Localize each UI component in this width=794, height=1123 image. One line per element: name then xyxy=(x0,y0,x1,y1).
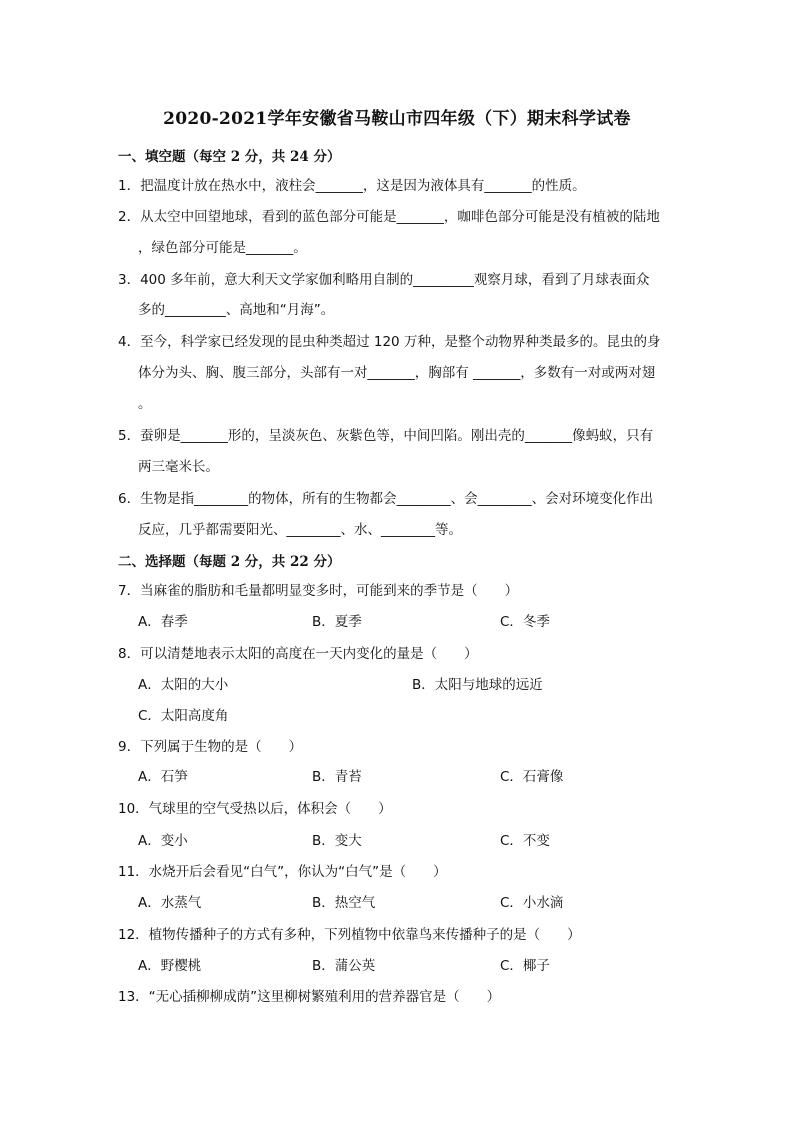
question-8-option-b[interactable]: B．太阳与地球的远近 xyxy=(412,677,543,693)
question-12-option-c[interactable]: C．椰子 xyxy=(500,958,550,974)
question-13: 13．“无心插柳柳成荫”这里柳树繁殖利用的营养器官是（ ） xyxy=(118,989,501,1005)
question-6-line-2: 反应，几乎都需要阳光、________、水、________等。 xyxy=(138,522,462,538)
question-9-option-a[interactable]: A．石笋 xyxy=(138,769,188,785)
question-12: 12．植物传播种子的方式有多种，下列植物中依靠鸟来传播种子的是（ ） xyxy=(118,927,581,943)
question-5-line-1: 5．蚕卵是_______形的，呈淡灰色、灰紫色等，中间凹陷。刚出壳的_______像蚂蚁，只有 xyxy=(118,428,654,444)
question-8-option-a[interactable]: A．太阳的大小 xyxy=(138,677,229,693)
question-2-line-2: ，绿色部分可能是_______。 xyxy=(138,240,307,256)
question-1: 1．把温度计放在热水中，液柱会_______，这是因为液体具有_______的性质。 xyxy=(118,178,586,194)
question-10-option-b[interactable]: B．变大 xyxy=(312,833,362,849)
question-8-option-c[interactable]: C．太阳高度角 xyxy=(138,708,229,724)
question-9-option-c[interactable]: C．石膏像 xyxy=(500,769,564,785)
question-6-line-1: 6．生物是指________的物体，所有的生物都会________、会________、会对环境变化作出 xyxy=(118,491,654,507)
question-8: 8．可以清楚地表示太阳的高度在一天内变化的量是（ ） xyxy=(118,646,478,662)
question-7-option-a[interactable]: A．春季 xyxy=(138,614,188,630)
question-5-line-2: 两三毫米长。 xyxy=(138,459,219,475)
question-9-option-b[interactable]: B．青苔 xyxy=(312,769,362,785)
question-3-line-2: 多的_________、高地和“月海”。 xyxy=(138,302,335,318)
question-7-option-b[interactable]: B．夏季 xyxy=(312,614,362,630)
question-4-line-1: 4．至今，科学家已经发现的昆虫种类超过 120 万种，是整个动物界种类最多的。昆虫的身 xyxy=(118,334,661,350)
question-10: 10．气球里的空气受热以后，体积会（ ） xyxy=(118,801,392,817)
question-3-line-1: 3．400 多年前，意大利天文学家伽利略用自制的_________观察月球，看到了月球表面众 xyxy=(118,272,650,288)
question-11-option-a[interactable]: A．水蒸气 xyxy=(138,895,202,911)
question-2-line-1: 2．从太空中回望地球，看到的蓝色部分可能是_______，咖啡色部分可能是没有植被的陆地 xyxy=(118,209,660,225)
question-11-option-b[interactable]: B．热空气 xyxy=(312,895,376,911)
question-11: 11．水烧开后会看见“白气”，你认为“白气”是（ ） xyxy=(118,864,447,880)
question-10-option-a[interactable]: A．变小 xyxy=(138,833,188,849)
question-11-option-c[interactable]: C．小水滴 xyxy=(500,895,564,911)
section-fill-in-blank-heading: 一、填空题（每空 2 分，共 24 分） xyxy=(118,149,341,165)
question-4-line-3: 。 xyxy=(138,396,152,412)
exam-title: 2020-2021学年安徽省马鞍山市四年级（下）期末科学试卷 xyxy=(163,109,631,129)
question-4-line-2: 体分为头、胸、腹三部分，头部有一对_______，胸部有 _______，多数有一对或两对翅 xyxy=(138,365,656,381)
question-7-option-c[interactable]: C．冬季 xyxy=(500,614,550,630)
question-7: 7．当麻雀的脂肪和毛量都明显变多时，可能到来的季节是（ ） xyxy=(118,583,519,599)
question-12-option-b[interactable]: B．蒲公英 xyxy=(312,958,376,974)
section-multiple-choice-heading: 二、选择题（每题 2 分，共 22 分） xyxy=(118,554,341,570)
question-9: 9．下列属于生物的是（ ） xyxy=(118,739,303,755)
question-12-option-a[interactable]: A．野樱桃 xyxy=(138,958,202,974)
question-10-option-c[interactable]: C．不变 xyxy=(500,833,550,849)
